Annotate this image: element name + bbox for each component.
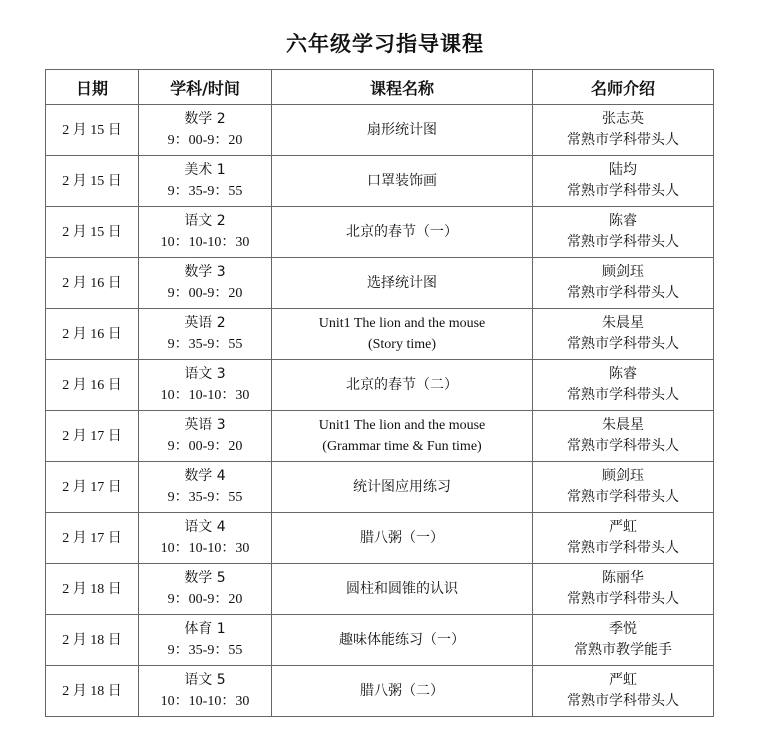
date-cell: 2 月 15 日	[46, 105, 139, 156]
date-cell: 2 月 18 日	[46, 666, 139, 717]
teacher-cell	[533, 666, 714, 717]
table-row	[46, 513, 714, 564]
teacher-name: 陈睿	[609, 213, 637, 229]
course-name: 北京的春节（一）	[346, 223, 458, 240]
table-row	[46, 207, 714, 258]
header-teacher: 名师介绍	[533, 70, 714, 105]
date-cell: 2 月 16 日	[46, 360, 139, 411]
course-name: Unit1 The lion and the mouse	[318, 418, 486, 433]
subject-label: 英语 3	[184, 417, 226, 433]
course-name: 选择统计图	[367, 274, 437, 291]
teacher-name: 顾剑珏	[602, 468, 644, 484]
subject-label: 美术 1	[184, 162, 226, 178]
teacher-cell	[533, 564, 714, 615]
teacher-title: 常熟市学科带头人	[567, 489, 679, 505]
course-cell	[272, 309, 533, 360]
teacher-name: 陈丽华	[602, 570, 644, 586]
teacher-cell	[533, 258, 714, 309]
subject-time-cell	[139, 411, 272, 462]
date-cell: 2 月 15 日	[46, 207, 139, 258]
subject-time-cell	[139, 105, 272, 156]
subject-label: 语文 3	[184, 366, 226, 382]
date-cell: 2 月 16 日	[46, 258, 139, 309]
subject-time-cell	[139, 462, 272, 513]
header-date: 日期	[46, 70, 139, 105]
table-row	[46, 666, 714, 717]
teacher-name: 张志英	[602, 111, 644, 127]
subject-label: 数学 2	[184, 111, 226, 127]
subject-label: 数学 3	[184, 264, 226, 280]
course-cell	[272, 462, 533, 513]
date-cell: 2 月 17 日	[46, 411, 139, 462]
table-row	[46, 564, 714, 615]
course-name: 圆柱和圆锥的认识	[346, 580, 458, 597]
time-label: 9：35-9：55	[167, 490, 243, 505]
date-cell: 2 月 17 日	[46, 462, 139, 513]
date-cell: 2 月 15 日	[46, 156, 139, 207]
teacher-name: 朱晨星	[602, 417, 644, 433]
course-name: 北京的春节（二）	[346, 376, 458, 393]
course-cell	[272, 360, 533, 411]
teacher-title: 常熟市学科带头人	[567, 387, 679, 403]
subject-time-cell	[139, 564, 272, 615]
course-subtitle: (Story time)	[367, 337, 437, 352]
course-cell	[272, 615, 533, 666]
course-name: 趣味体能练习（一）	[339, 631, 465, 648]
teacher-cell	[533, 207, 714, 258]
teacher-name: 陈睿	[609, 366, 637, 382]
table-row	[46, 462, 714, 513]
table-row	[46, 258, 714, 309]
time-label: 9：00-9：20	[167, 133, 243, 148]
header-subject-time: 学科/时间	[139, 70, 272, 105]
teacher-title: 常熟市学科带头人	[567, 540, 679, 556]
header-course-name: 课程名称	[272, 70, 533, 105]
subject-time-cell	[139, 360, 272, 411]
time-label: 9：00-9：20	[167, 286, 243, 301]
subject-time-cell	[139, 207, 272, 258]
teacher-title: 常熟市学科带头人	[567, 234, 679, 250]
table-row	[46, 156, 714, 207]
course-cell	[272, 258, 533, 309]
teacher-title: 常熟市学科带头人	[567, 336, 679, 352]
time-label: 10：10-10：30	[160, 235, 250, 250]
table-row	[46, 411, 714, 462]
time-label: 9：35-9：55	[167, 184, 243, 199]
table-row	[46, 615, 714, 666]
course-cell	[272, 513, 533, 564]
teacher-cell	[533, 615, 714, 666]
course-cell	[272, 411, 533, 462]
page-title: 六年级学习指导课程	[286, 32, 484, 56]
teacher-name: 严虹	[609, 672, 637, 688]
teacher-cell	[533, 360, 714, 411]
time-label: 10：10-10：30	[160, 541, 250, 556]
teacher-name: 严虹	[609, 519, 637, 535]
subject-label: 英语 2	[184, 315, 226, 331]
subject-time-cell	[139, 258, 272, 309]
subject-label: 数学 4	[184, 468, 226, 484]
teacher-name: 朱晨星	[602, 315, 644, 331]
header-row	[46, 70, 714, 105]
schedule-table	[45, 69, 714, 717]
teacher-cell	[533, 309, 714, 360]
course-subtitle: (Grammar time & Fun time)	[322, 439, 482, 454]
course-name: 腊八粥（二）	[360, 682, 444, 699]
date-cell: 2 月 17 日	[46, 513, 139, 564]
time-label: 9：35-9：55	[167, 337, 243, 352]
teacher-name: 顾剑珏	[602, 264, 644, 280]
course-name: 统计图应用练习	[353, 478, 451, 495]
date-cell: 2 月 18 日	[46, 615, 139, 666]
subject-label: 数学 5	[184, 570, 226, 586]
teacher-title: 常熟市学科带头人	[567, 438, 679, 454]
teacher-title: 常熟市学科带头人	[567, 132, 679, 148]
subject-time-cell	[139, 615, 272, 666]
teacher-title: 常熟市学科带头人	[567, 285, 679, 301]
subject-label: 语文 5	[184, 672, 226, 688]
table-row	[46, 360, 714, 411]
subject-label: 语文 4	[184, 519, 226, 535]
time-label: 10：10-10：30	[160, 388, 250, 403]
teacher-cell	[533, 411, 714, 462]
teacher-cell	[533, 513, 714, 564]
table-row	[46, 105, 714, 156]
teacher-title: 常熟市教学能手	[574, 642, 672, 658]
course-cell	[272, 156, 533, 207]
teacher-cell	[533, 105, 714, 156]
course-cell	[272, 207, 533, 258]
time-label: 10：10-10：30	[160, 694, 250, 709]
time-label: 9：35-9：55	[167, 643, 243, 658]
teacher-title: 常熟市学科带头人	[567, 183, 679, 199]
course-name: 口罩装饰画	[367, 172, 437, 189]
subject-label: 语文 2	[184, 213, 226, 229]
time-label: 9：00-9：20	[167, 592, 243, 607]
date-cell: 2 月 16 日	[46, 309, 139, 360]
teacher-title: 常熟市学科带头人	[567, 693, 679, 709]
subject-time-cell	[139, 309, 272, 360]
course-name: Unit1 The lion and the mouse	[318, 316, 486, 331]
teacher-name: 季悦	[609, 621, 637, 637]
subject-time-cell	[139, 513, 272, 564]
course-cell	[272, 666, 533, 717]
teacher-cell	[533, 462, 714, 513]
course-name: 扇形统计图	[367, 121, 437, 138]
subject-time-cell	[139, 666, 272, 717]
teacher-name: 陆均	[609, 162, 637, 178]
course-name: 腊八粥（一）	[360, 529, 444, 546]
subject-label: 体育 1	[184, 621, 226, 637]
course-cell	[272, 105, 533, 156]
teacher-cell	[533, 156, 714, 207]
table-row	[46, 309, 714, 360]
teacher-title: 常熟市学科带头人	[567, 591, 679, 607]
date-cell: 2 月 18 日	[46, 564, 139, 615]
subject-time-cell	[139, 156, 272, 207]
course-cell	[272, 564, 533, 615]
time-label: 9：00-9：20	[167, 439, 243, 454]
